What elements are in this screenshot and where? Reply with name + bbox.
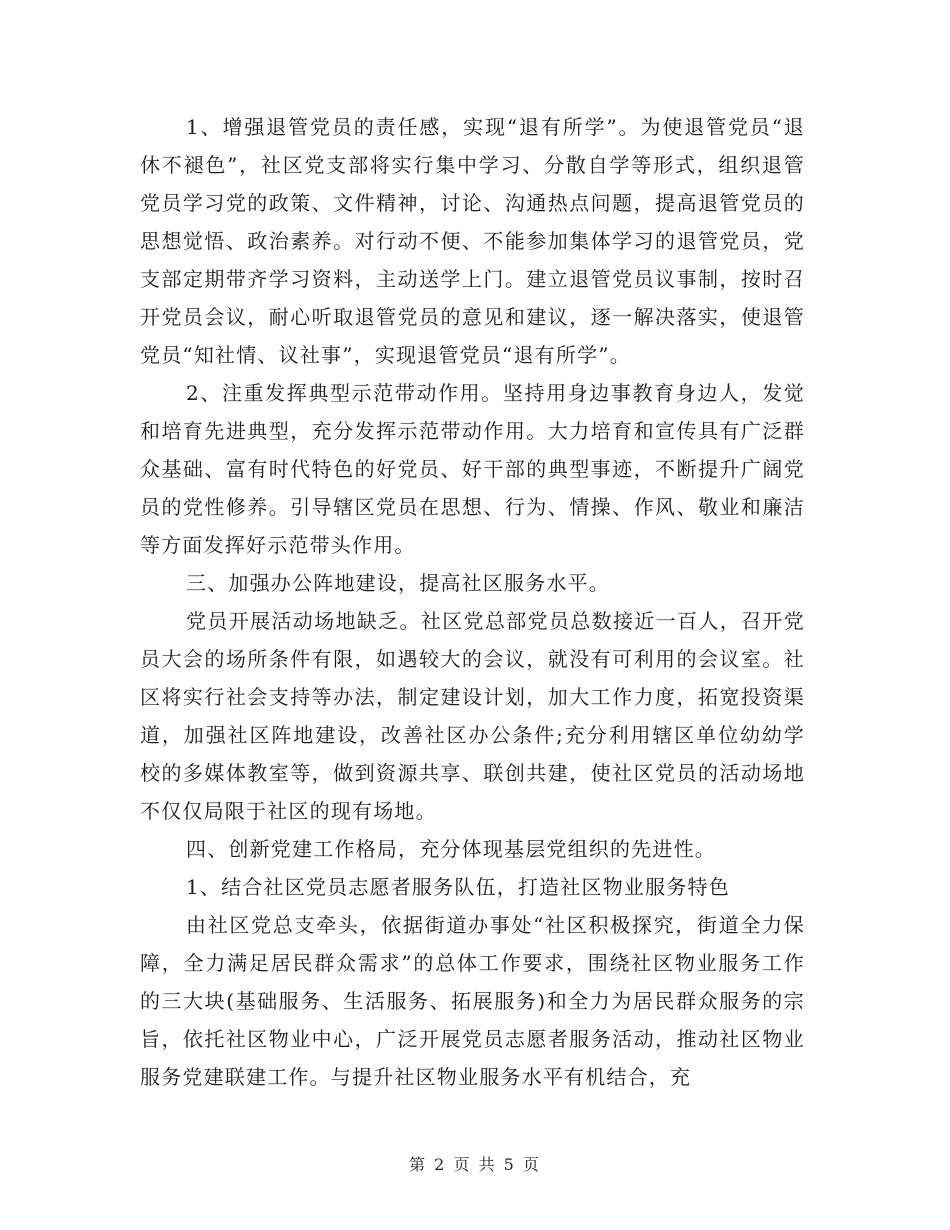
paragraph-1: 1、增强退管党员的责任感，实现“退有所学”。为使退管党员“退休不褪色”，社区党支部将实行集中学习、分散自学等形式，组织退管党员学习党的政策、文件精神，讨论、沟通热点问题，提高退管党员的思想觉悟、政治素养。对行动不便、不能参加集体学习的退管党员，党支部定期带齐学习资料，主动送学上门。建立退管党员议事制，按时召开党员会议，耐心听取退管党员的意见和建议，逐一解决落实，使退管党员“知社情、议社事”，实现退管党员“退有所学”。 [140,115,805,367]
paragraph-2: 2、注重发挥典型示范带动作用。坚持用身边事教育身边人，发觉和培育先进典型，充分发挥示范带动作用。大力培育和宣传具有广泛群众基础、富有时代特色的好党员、好干部的典型事迹，不断提升广阔党员的党性修养。引导辖区党员在思想、行为、情操、作风、敬业和廉洁等方面发挥好示范带头作用。 [140,381,805,557]
section-heading-3: 三、加强办公阵地建设，提高社区服务水平。 [186,571,610,595]
page-number-footer: 第 2 页 共 5 页 [409,1155,541,1174]
paragraph-4: 党员开展活动场地缺乏。社区党总部党员总数接近一百人，召开党员大会的场所条件有限，如遇较大的会议，就没有可利用的会议室。社区将实行社会支持等办法，制定建设计划，加大工作力度，拓宽投资渠道，加强社区阵地建设，改善社区办公条件;充分利用辖区单位幼幼学校的多媒体教室等，做到资源共享、联创共建，使社区党员的活动场地不仅仅局限于社区的现有场地。 [140,609,805,823]
subheading-1: 1、结合社区党员志愿者服务队伍，打造社区物业服务特色 [186,875,730,899]
section-heading-4: 四、创新党建工作格局，充分体现基层党组织的先进性。 [186,837,716,861]
document-body [140,108,805,1096]
paragraph-7: 由社区党总支牵头，依据街道办事处“社区积极探究，街道全力保障，全力满足居民群众需求”的总体工作要求，围绕社区物业服务工作的三大块(基础服务、生活服务、拓展服务)和全力为居民群众服务的宗旨，依托社区物业中心，广泛开展党员志愿者服务活动，推动社区物业服务党建联建工作。与提升社区物业服务水平有机结合，充 [140,913,805,1089]
